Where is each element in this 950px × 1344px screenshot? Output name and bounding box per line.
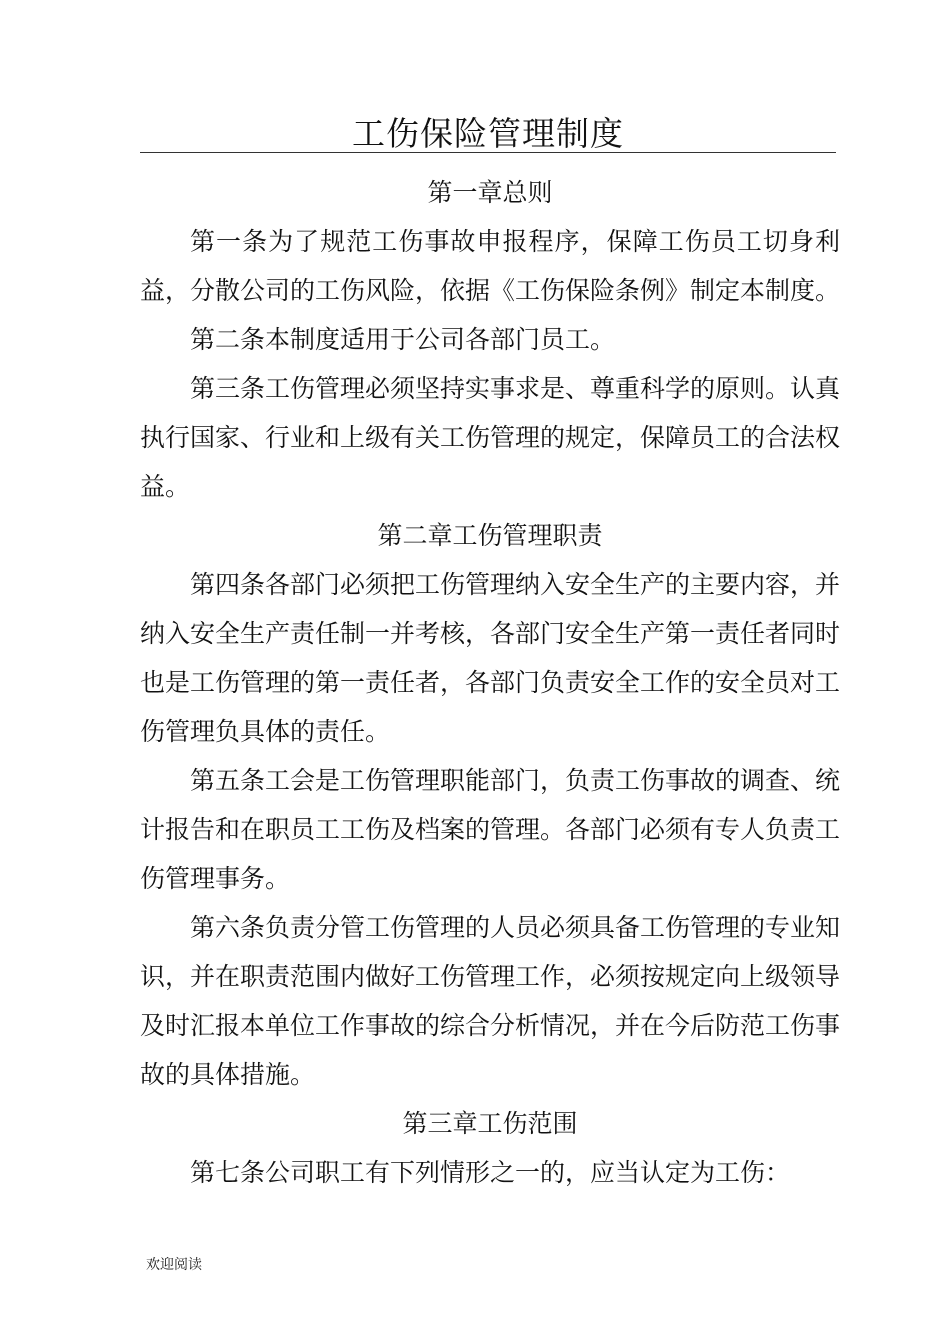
article-paragraph: 第四条各部门必须把工伤管理纳入安全生产的主要内容，并纳入安全生产责任制一并考核，各部门安全生产第一责任者同时也是工伤管理的第一责任者，各部门负责安全工作的安全员对工伤管理负具体的责任。	[140, 570, 841, 746]
article-paragraph: 第三条工伤管理必须坚持实事求是、尊重科学的原则。认真执行国家、行业和上级有关工伤管理的规定，保障员工的合法权益。	[140, 374, 841, 501]
article-paragraph: 第七条公司职工有下列情形之一的，应当认定为工伤：	[190, 1158, 791, 1187]
chapter-heading: 第二章工伤管理职责	[377, 521, 603, 550]
title-underline	[140, 152, 836, 153]
document-body	[140, 168, 840, 1197]
article-paragraph: 第一条为了规范工伤事故申报程序，保障工伤员工切身利益，分散公司的工伤风险，依据《工伤保险条例》制定本制度。	[140, 227, 841, 305]
article-paragraph: 第二条本制度适用于公司各部门员工。	[190, 325, 616, 354]
article-paragraph: 第五条工会是工伤管理职能部门，负责工伤事故的调查、统计报告和在职员工工伤及档案的管理。各部门必须有专人负责工伤管理事务。	[140, 766, 841, 893]
footer-note: 欢迎阅读	[146, 1257, 202, 1273]
article-paragraph: 第六条负责分管工伤管理的人员必须具备工伤管理的专业知识，并在职责范围内做好工伤管理工作，必须按规定向上级领导及时汇报本单位工作事故的综合分析情况，并在今后防范工伤事故的具体措施。	[140, 913, 841, 1089]
chapter-heading: 第一章总则	[427, 178, 553, 207]
document-title: 工伤保险管理制度	[352, 114, 624, 153]
chapter-heading: 第三章工伤范围	[402, 1109, 578, 1138]
